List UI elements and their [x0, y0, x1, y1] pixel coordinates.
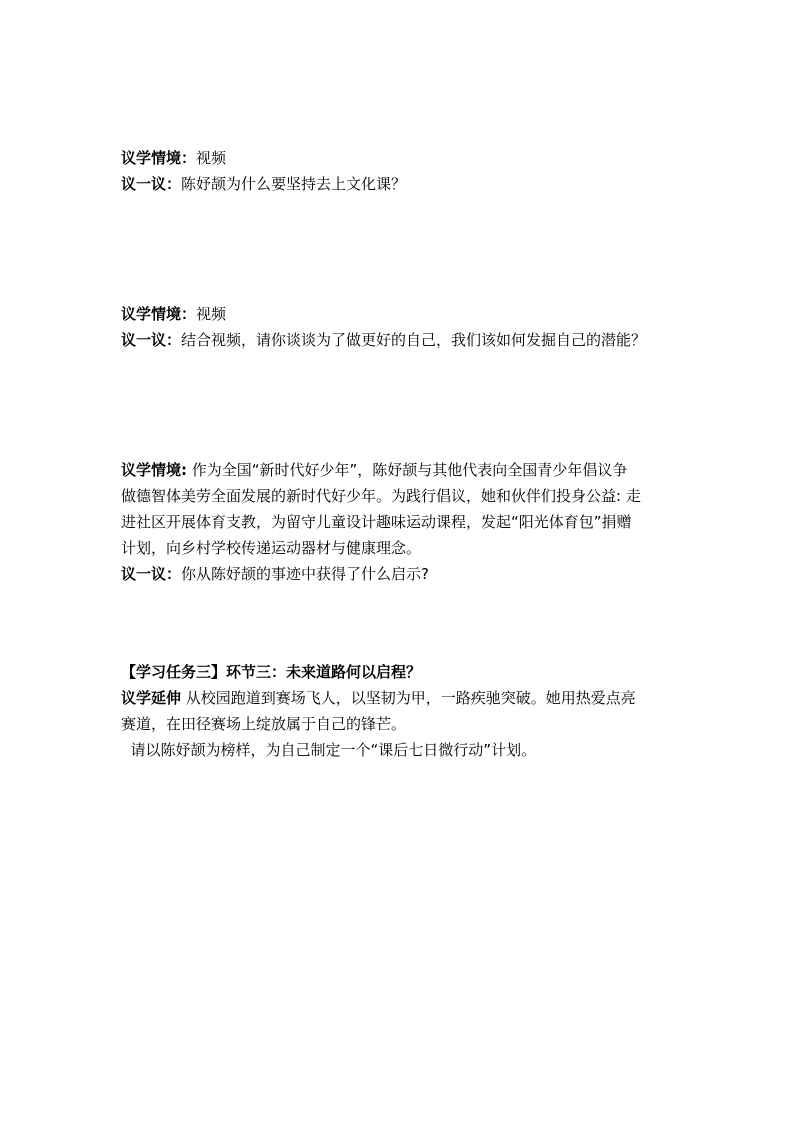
section3-context-line-4: 计划，向乡村学校传递运动器材与健康理念。: [121, 539, 422, 557]
context-label: 议学情境：: [121, 149, 197, 167]
section2-context-line: [121, 304, 701, 324]
section3-question-line: [121, 564, 701, 584]
question-text: 你从陈妤颉的事迹中获得了什么启示?: [181, 565, 429, 583]
context-label: 议学情境:: [121, 461, 187, 479]
section4-task-text: 请以陈妤颉为榜样，为自己制定一个“课后七日微行动”计划。: [121, 741, 537, 759]
context-text: 视频: [196, 305, 227, 323]
question-label: 议一议：: [121, 175, 182, 193]
section4-extend-line-1: [121, 688, 701, 708]
context-label: 议学情境：: [121, 305, 197, 323]
extend-label: 议学延伸: [121, 689, 182, 707]
section2-question-line: [121, 330, 701, 350]
section1-question-line: [121, 174, 701, 194]
section3-context-line-1: [121, 460, 701, 480]
question-label: 议一议：: [121, 331, 182, 349]
task-title: 【学习任务三】环节三：未来道路何以启程？: [121, 663, 422, 681]
extend-text: 从校园跑道到赛场飞人，以坚韧为甲，一路疾驰突破。她用热爱点亮: [181, 689, 636, 707]
section1-context-line: [121, 148, 701, 168]
question-text: 陈妤颉为什么要坚持去上文化课？: [181, 175, 407, 193]
question-text: 结合视频，请你谈谈为了做更好的自己，我们该如何发掘自己的潜能？: [181, 331, 647, 349]
section4-extend-line-2: 赛道，在田径赛场上绽放属于自己的锋芒。: [121, 715, 407, 733]
section3-context-line-2: 做德智体美劳全面发展的新时代好少年。为践行倡议，她和伙伴们投身公益: 走: [121, 487, 641, 505]
context-text: 视频: [196, 149, 227, 167]
question-label: 议一议：: [121, 565, 182, 583]
context-text: 作为全国“新时代好少年”，陈妤颉与其他代表向全国青少年倡议争: [187, 461, 628, 479]
section3-context-line-3: 进社区开展体育支教，为留守儿童设计趣味运动课程，发起“阳光体育包”捐赠: [121, 513, 632, 531]
